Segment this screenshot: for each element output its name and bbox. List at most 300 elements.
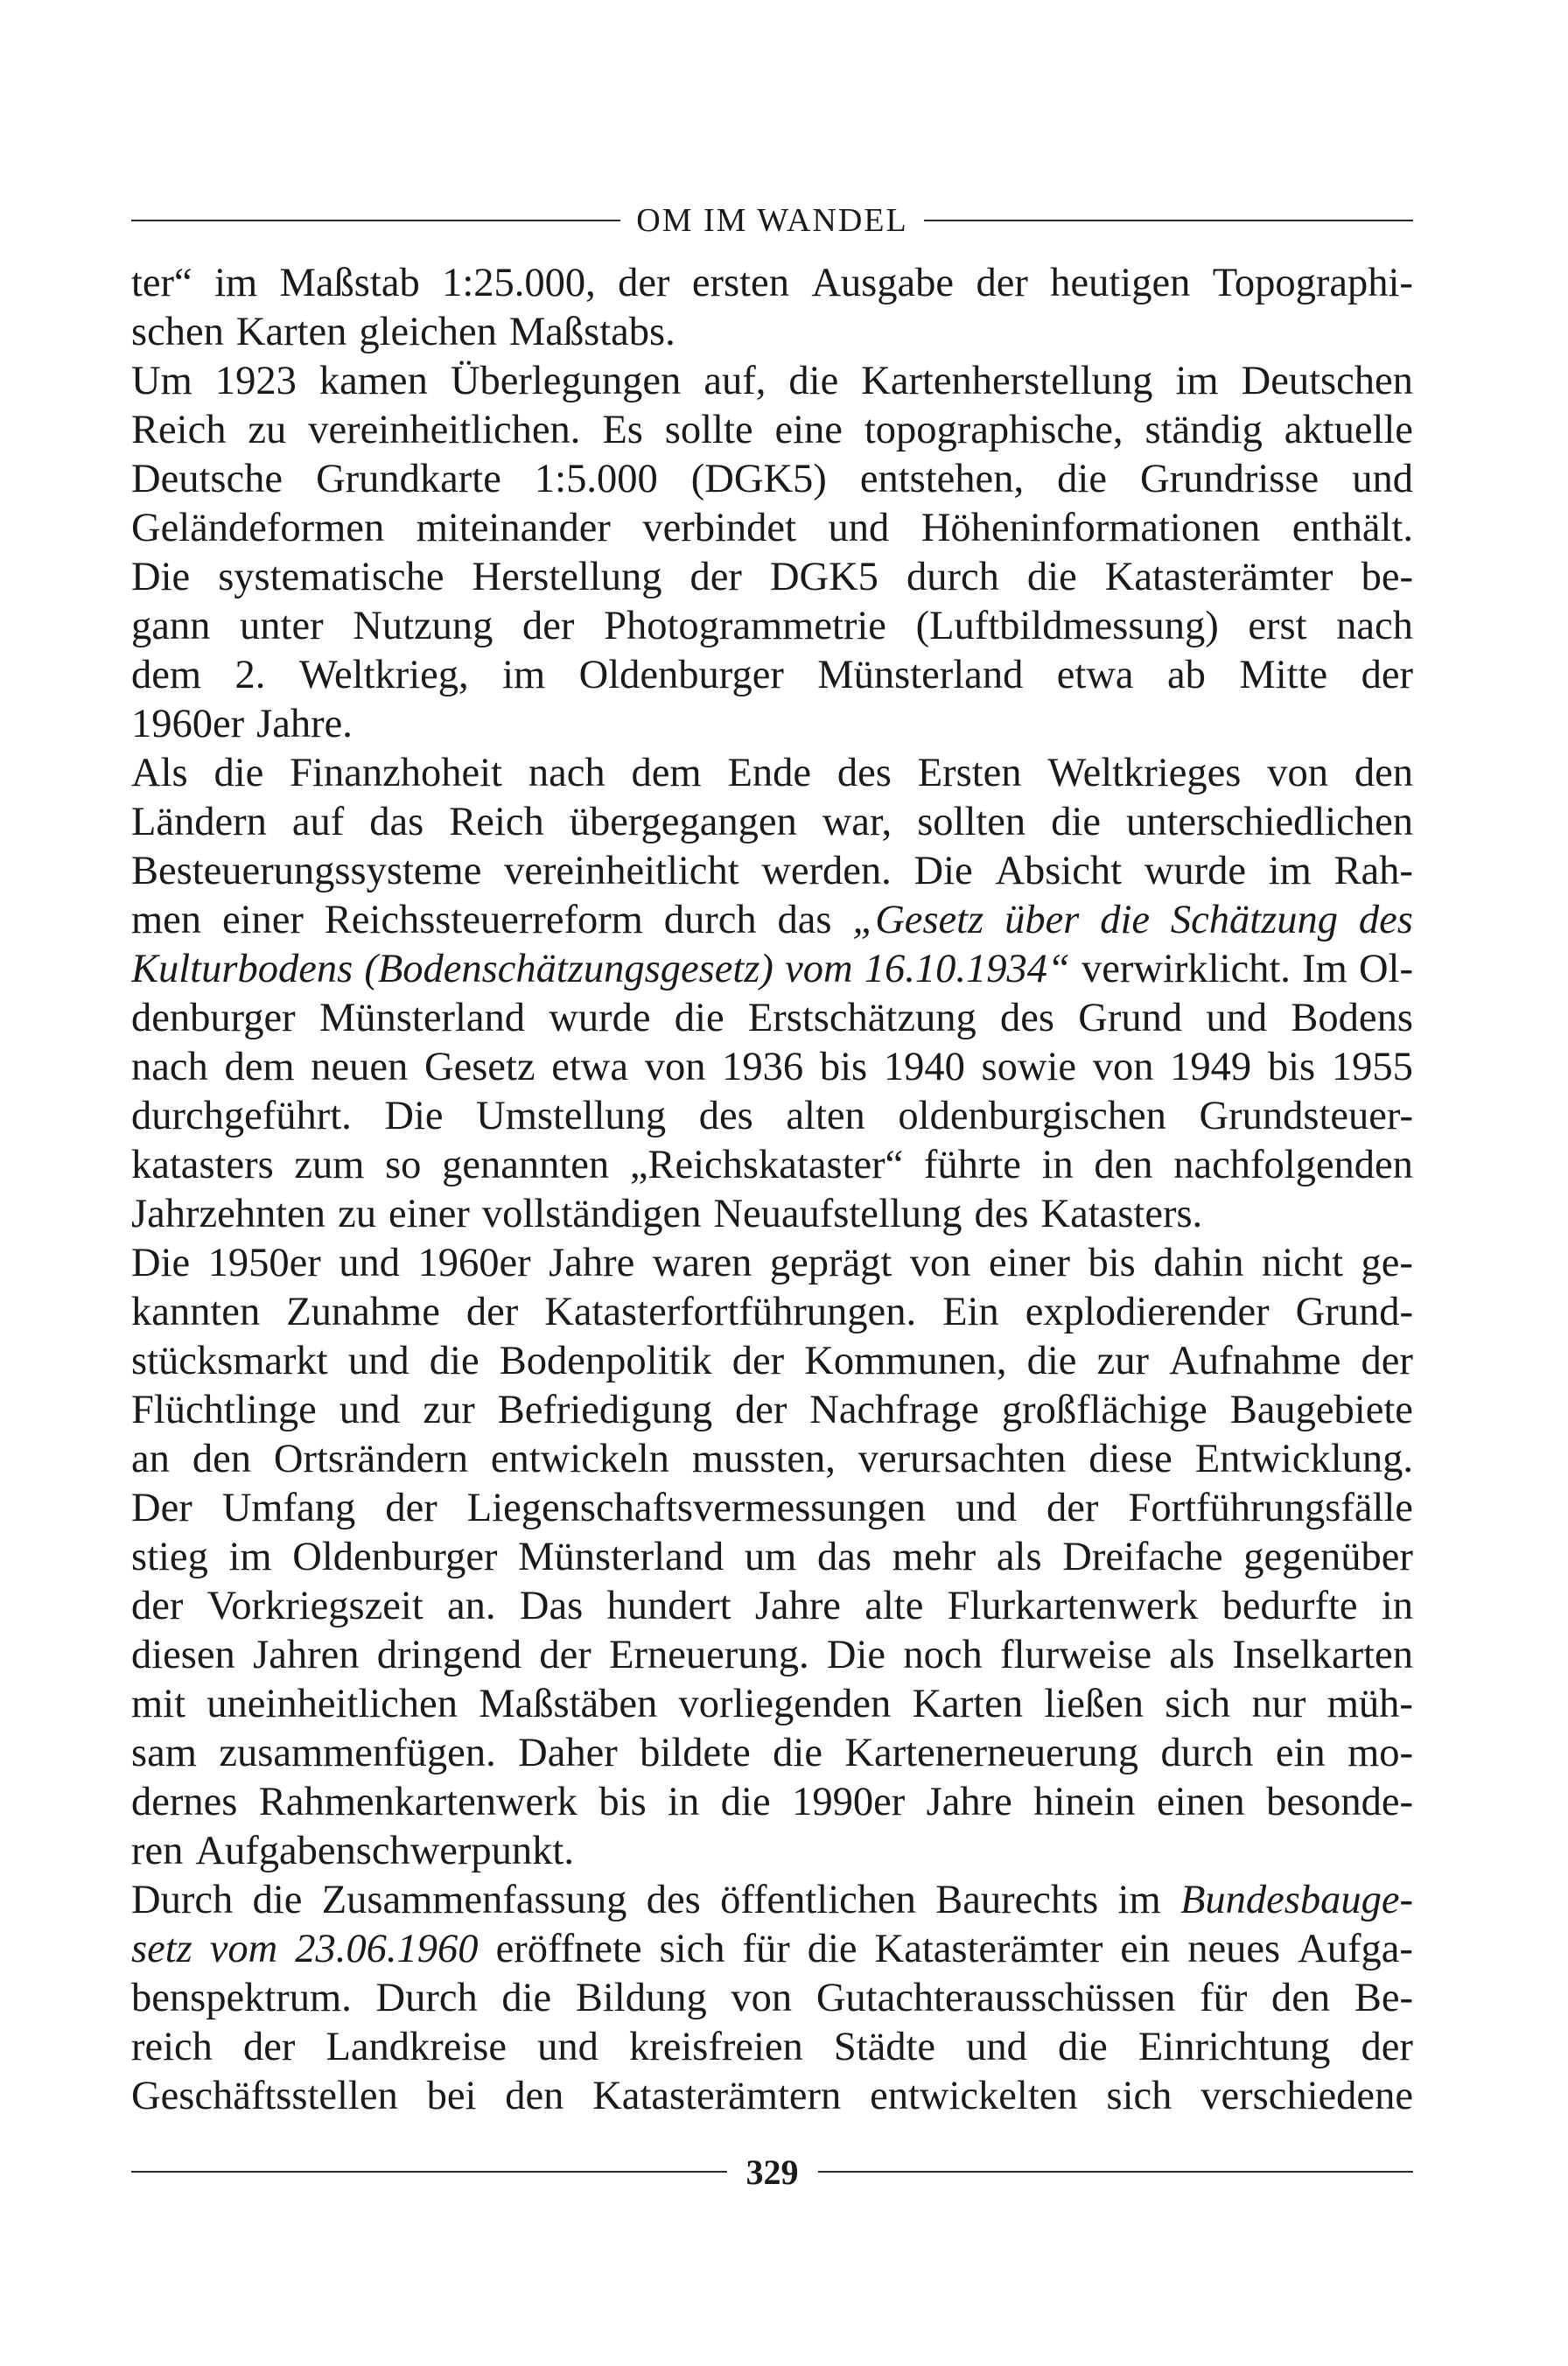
word: Befriedigung <box>497 1388 713 1432</box>
word: miteinander <box>416 506 611 550</box>
word: Rahmenkartenwerk <box>258 1780 578 1824</box>
word: Die <box>914 849 973 893</box>
word: über <box>1004 898 1080 942</box>
text-line <box>131 2072 1413 2121</box>
word: noch <box>903 1633 983 1677</box>
word: eine <box>774 408 843 452</box>
word: mit <box>131 1682 186 1726</box>
word: hundert <box>606 1584 732 1628</box>
word: der <box>243 2025 296 2069</box>
word: im <box>1117 1878 1161 1922</box>
word: etwa <box>1056 653 1134 697</box>
word: benspektrum. <box>131 1976 352 2020</box>
text-line <box>131 1925 1413 1974</box>
word: einen <box>1156 1780 1245 1824</box>
word: Kommunen, <box>804 1339 1007 1383</box>
word: ein <box>1120 1927 1171 1971</box>
text-line <box>131 357 1413 406</box>
word: Aufgabenschwerpunkt. <box>195 1829 574 1873</box>
word: reich <box>131 2025 213 2069</box>
word: Überlegungen <box>450 359 682 403</box>
word: als <box>1169 1633 1215 1677</box>
word: kamen <box>318 359 428 403</box>
text-line <box>131 1435 1413 1484</box>
word: neuen <box>311 1045 409 1089</box>
word: zu <box>248 408 287 452</box>
word: und <box>828 506 890 550</box>
text-line <box>131 1778 1413 1827</box>
word: und <box>347 1339 410 1383</box>
word: geprägt <box>769 1241 892 1285</box>
text-line <box>131 308 1413 357</box>
text-line <box>131 1729 1413 1778</box>
word: Katasterfortführungen. <box>544 1290 917 1334</box>
word: ter“ <box>131 261 192 305</box>
word: durch <box>1160 1731 1254 1775</box>
word: des <box>1358 898 1413 942</box>
word: Zunahme <box>286 1290 440 1334</box>
word: einer <box>989 1241 1070 1285</box>
word: und <box>1352 457 1413 501</box>
word: bis <box>819 1045 868 1089</box>
word: Grund- <box>1295 1290 1413 1334</box>
word: Flurkartenwerk <box>947 1584 1199 1628</box>
word: und <box>1206 996 1268 1040</box>
text-line <box>131 896 1413 945</box>
word: vereinheitlicht <box>504 849 739 893</box>
word: um <box>744 1535 797 1579</box>
word: Grundsteuer- <box>1199 1094 1413 1138</box>
word: explodierender <box>1025 1290 1270 1334</box>
word: der <box>539 1633 592 1677</box>
word: Photogrammetrie <box>604 604 886 648</box>
word: bis <box>1267 1045 1316 1089</box>
word: Umstellung <box>476 1094 667 1138</box>
text-line <box>131 749 1413 798</box>
text-line <box>131 1337 1413 1386</box>
word: durch <box>663 898 757 942</box>
word: Zusammenfassung <box>321 1878 627 1922</box>
word: wurde <box>549 996 651 1040</box>
word: Reich <box>449 800 544 844</box>
word: werden. <box>761 849 892 893</box>
word: der <box>131 1584 184 1628</box>
word: Um <box>131 359 192 403</box>
word: 1:5.000 <box>534 457 658 501</box>
word: von <box>1267 751 1328 795</box>
text-line <box>131 1876 1413 1925</box>
text-line <box>131 406 1413 455</box>
word: Bildung <box>575 1976 707 2020</box>
word: des <box>836 751 892 795</box>
word: des <box>974 1192 1029 1236</box>
word: dem <box>224 1045 295 1089</box>
word: 23.06.1960 <box>295 1927 479 1971</box>
word: Katasterämtern <box>592 2074 842 2118</box>
word: 1:25.000, <box>442 261 596 305</box>
word: be- <box>1361 555 1413 599</box>
word: sollten <box>917 800 1026 844</box>
word: (DGK5) <box>690 457 827 501</box>
word: müh- <box>1326 1682 1413 1726</box>
word: mussten, <box>691 1437 836 1481</box>
word: Ländern <box>131 800 267 844</box>
word: sich <box>659 1927 725 1971</box>
word: Geländeformen <box>131 506 385 550</box>
word: den <box>1094 1143 1153 1187</box>
word: ein <box>1275 1731 1326 1775</box>
word: Ende <box>727 751 811 795</box>
word: systematische <box>218 555 444 599</box>
word: aktuelle <box>1284 408 1413 452</box>
word: Kulturbodens <box>131 947 354 991</box>
word: sollte <box>664 408 753 452</box>
word: Kartenherstellung <box>861 359 1153 403</box>
word: die <box>1057 2025 1108 2069</box>
word: 1960er <box>417 1241 531 1285</box>
word: Im <box>1302 947 1348 991</box>
word: durchgeführt. <box>131 1094 352 1138</box>
word: der <box>1361 1339 1413 1383</box>
word: zum <box>294 1143 365 1187</box>
word: Gesetz <box>424 1045 536 1089</box>
word: eröffnete <box>495 1927 642 1971</box>
word: Grund <box>1078 996 1183 1040</box>
word: Katasters. <box>1040 1192 1203 1236</box>
word: entstehen, <box>859 457 1025 501</box>
word: bedurfte <box>1222 1584 1358 1628</box>
word: Herstellung <box>472 555 662 599</box>
word: im <box>228 1535 272 1579</box>
word: „Gesetz <box>852 898 984 942</box>
text-line <box>131 1141 1413 1190</box>
word: besonde- <box>1266 1780 1413 1824</box>
word: dringend <box>376 1633 522 1677</box>
word: die <box>807 1927 858 1971</box>
word: nach <box>1336 604 1413 648</box>
word: bei <box>426 2074 477 2118</box>
word: und <box>339 1388 401 1432</box>
word: Fortführungsfälle <box>1128 1486 1413 1530</box>
word: vorliegenden <box>678 1682 892 1726</box>
word: Neuaufstellung <box>713 1192 962 1236</box>
word: Aufga- <box>1298 1927 1413 1971</box>
word: Bodens <box>1291 996 1413 1040</box>
word: der <box>1046 1486 1099 1530</box>
word: sowie <box>981 1045 1077 1089</box>
word: so <box>385 1143 422 1187</box>
word: Höheninformationen <box>920 506 1261 550</box>
word: 1949 <box>1170 1045 1252 1089</box>
word: entwickelten <box>870 2074 1078 2118</box>
word: einer <box>388 1192 470 1236</box>
word: den <box>1354 751 1413 795</box>
word: Bundesbauge- <box>1180 1878 1413 1922</box>
word: uneinheitlichen <box>206 1682 458 1726</box>
word: Be- <box>1354 1976 1413 2020</box>
word: in <box>1381 1584 1413 1628</box>
word: der <box>976 261 1028 305</box>
word: Ein <box>942 1290 999 1334</box>
word: von <box>731 1976 793 2020</box>
text-line <box>131 2023 1413 2072</box>
text-line <box>131 1092 1413 1141</box>
word: Nachfrage <box>809 1388 979 1432</box>
word: mehr <box>892 1535 976 1579</box>
word: hinein <box>1033 1780 1136 1824</box>
word: zusammenfügen. <box>219 1731 496 1775</box>
word: der <box>522 604 575 648</box>
word: topographische, <box>864 408 1124 452</box>
word: DGK5 <box>769 555 878 599</box>
word: im <box>1268 849 1312 893</box>
word: vom <box>209 1927 278 1971</box>
word: vereinheitlichen. <box>308 408 581 452</box>
word: und <box>956 1486 1017 1530</box>
word: alte <box>864 1584 924 1628</box>
word: Dreifache <box>1062 1535 1223 1579</box>
word: Besteuerungssysteme <box>131 849 482 893</box>
word: nur <box>1251 1682 1306 1726</box>
text-line <box>131 1386 1413 1435</box>
word: Jahre <box>754 1584 841 1628</box>
word: diesen <box>131 1633 235 1677</box>
text-line <box>131 1190 1413 1239</box>
word: und <box>537 2025 598 2069</box>
word: und <box>966 2025 1027 2069</box>
word: 1940 <box>883 1045 965 1089</box>
text-line <box>131 1631 1413 1680</box>
text-line <box>131 994 1413 1043</box>
word: Das <box>519 1584 584 1628</box>
word: Baurechts <box>935 1878 1099 1922</box>
word: neues <box>1187 1927 1281 1971</box>
word: unterschiedlichen <box>1126 800 1413 844</box>
word: sam <box>131 1731 197 1775</box>
word: des <box>646 1878 701 1922</box>
word: übergegangen <box>569 800 797 844</box>
word: Erstschätzung <box>747 996 976 1040</box>
word: Gutachterausschüssen <box>816 1976 1176 2020</box>
word: dem <box>131 653 202 697</box>
word: Als <box>131 751 188 795</box>
word: nachfolgenden <box>1173 1143 1413 1187</box>
word: Mitte <box>1239 653 1328 697</box>
word: die <box>214 751 264 795</box>
word: 1990er <box>792 1780 906 1824</box>
word: denburger <box>131 996 296 1040</box>
word: von <box>909 1241 971 1285</box>
text-line <box>131 1974 1413 2023</box>
word: Daher <box>518 1731 618 1775</box>
word: Münsterland <box>318 996 525 1040</box>
header-rule-left <box>131 220 620 221</box>
word: im <box>1175 359 1219 403</box>
word: Inselkarten <box>1232 1633 1413 1677</box>
word: von <box>1092 1045 1154 1089</box>
text-line <box>131 1582 1413 1631</box>
word: Weltkrieg, <box>298 653 469 697</box>
page-footer <box>131 2146 1413 2198</box>
word: und <box>339 1241 401 1285</box>
word: kreisfreien <box>628 2025 803 2069</box>
word: Maßstäben <box>479 1682 658 1726</box>
word: das <box>777 898 832 942</box>
word: Entwicklung. <box>1194 1437 1413 1481</box>
word: bis <box>598 1780 647 1824</box>
word: enthält. <box>1292 506 1413 550</box>
word: die <box>788 359 839 403</box>
word: flurweise <box>1000 1633 1152 1677</box>
word: als <box>996 1535 1042 1579</box>
word: von <box>644 1045 706 1089</box>
word: katasters <box>131 1143 274 1187</box>
word: der <box>690 555 742 599</box>
word: der <box>385 1486 438 1530</box>
word: vom <box>785 947 853 991</box>
word: das <box>369 800 424 844</box>
word: Deutsche <box>131 457 284 501</box>
word: im <box>214 261 258 305</box>
word: an. <box>447 1584 496 1628</box>
word: Münsterland <box>518 1535 724 1579</box>
word: setz <box>131 1927 192 1971</box>
word: Maßstab <box>279 261 420 305</box>
word: Die <box>826 1633 886 1677</box>
word: „Reichskataster“ <box>629 1143 904 1187</box>
word: verschiedene <box>1200 2074 1413 2118</box>
word: des <box>698 1094 753 1138</box>
word: den <box>192 1437 251 1481</box>
text-line <box>131 798 1413 847</box>
word: die <box>429 1339 480 1383</box>
word: Die <box>131 555 191 599</box>
running-head <box>131 194 1413 247</box>
word: Flüchtlinge <box>131 1388 317 1432</box>
footer-rule-left <box>131 2171 727 2173</box>
text-line <box>131 1239 1413 1288</box>
word: ren <box>131 1829 184 1873</box>
word: in <box>1041 1143 1074 1187</box>
word: führte <box>923 1143 1021 1187</box>
word: dahin <box>1153 1241 1244 1285</box>
word: Jahre <box>926 1780 1012 1824</box>
word: Einrichtung <box>1138 2025 1331 2069</box>
word: Karten <box>912 1682 1024 1726</box>
word: 1923 <box>214 359 297 403</box>
word: Aufnahme <box>1169 1339 1341 1383</box>
word: 1960er <box>131 702 245 746</box>
word: men <box>131 898 202 942</box>
word: öffentlichen <box>720 1878 916 1922</box>
text-line <box>131 945 1413 994</box>
word: gann <box>131 604 211 648</box>
word: sich <box>1165 1682 1231 1726</box>
word: stücksmarkt <box>131 1339 328 1383</box>
word: ge- <box>1361 1241 1413 1285</box>
word: die <box>773 1731 822 1775</box>
word: Erneuerung. <box>609 1633 809 1677</box>
word: Maßstabs. <box>508 310 676 354</box>
text-line <box>131 602 1413 651</box>
word: vollständigen <box>481 1192 702 1236</box>
word: auf, <box>704 359 766 403</box>
word: Umfang <box>221 1486 356 1530</box>
word: den <box>505 2074 564 2118</box>
text-line <box>131 1533 1413 1582</box>
word: Jahren <box>253 1633 360 1677</box>
word: gegenüber <box>1243 1535 1413 1579</box>
word: Ersten <box>917 751 1022 795</box>
word: Jahrzehnten <box>131 1192 326 1236</box>
word: Ortsrändern <box>273 1437 468 1481</box>
word: Der <box>131 1486 192 1530</box>
header-rule-right <box>924 220 1413 221</box>
word: der <box>466 1290 519 1334</box>
word: (Luftbildmessung) <box>915 604 1219 648</box>
word: verursachten <box>858 1437 1067 1481</box>
word: nach <box>528 751 606 795</box>
word: schen <box>131 310 224 354</box>
word: diese <box>1088 1437 1172 1481</box>
word: 16.10.1934“ <box>864 947 1070 991</box>
text-line <box>131 504 1413 553</box>
word: wurde <box>1144 849 1246 893</box>
word: Die <box>131 1241 191 1285</box>
word: für <box>742 1927 790 1971</box>
word: stieg <box>131 1535 208 1579</box>
body-text <box>131 259 1413 2121</box>
word: Katasterämter <box>874 1927 1103 1971</box>
word: Die <box>384 1094 444 1138</box>
word: der <box>1361 2025 1413 2069</box>
word: zur <box>423 1388 475 1432</box>
word: oldenburgischen <box>898 1094 1166 1138</box>
word: kannten <box>131 1290 261 1334</box>
word: Es <box>602 408 643 452</box>
word: ersten <box>691 261 789 305</box>
word: erst <box>1248 604 1307 648</box>
word: die <box>1100 898 1151 942</box>
text-line <box>131 259 1413 308</box>
word: 1955 <box>1331 1045 1413 1089</box>
word: Baugebiete <box>1229 1388 1413 1432</box>
word: etwa <box>551 1045 628 1089</box>
text-line <box>131 455 1413 504</box>
word: die <box>1051 800 1101 844</box>
text-line <box>131 700 1413 749</box>
word: die <box>1026 555 1077 599</box>
word: Oldenburger <box>292 1535 498 1579</box>
word: entwickeln <box>490 1437 669 1481</box>
text-line <box>131 847 1413 896</box>
text-line <box>131 1827 1413 1876</box>
word: unter <box>240 604 324 648</box>
word: Münsterland <box>817 653 1024 697</box>
text-line <box>131 553 1413 602</box>
word: Grundrisse <box>1140 457 1320 501</box>
word: die <box>1057 457 1107 501</box>
word: im <box>502 653 546 697</box>
word: die <box>252 1878 303 1922</box>
word: Karten <box>235 310 347 354</box>
word: Bodenpolitik <box>499 1339 712 1383</box>
word: Durch <box>375 1976 478 2020</box>
word: in <box>668 1780 700 1824</box>
word: bis <box>1088 1241 1136 1285</box>
word: sich <box>1106 2074 1172 2118</box>
word: Jahre. <box>256 702 353 746</box>
